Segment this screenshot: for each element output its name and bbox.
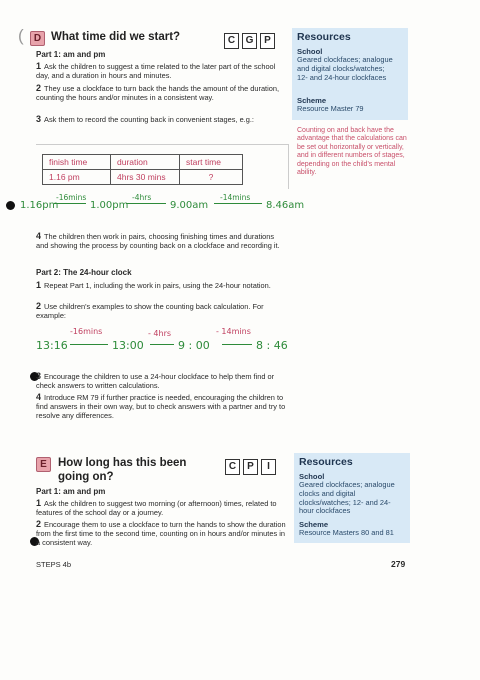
code-box: C [225,459,240,475]
counting-chain [36,327,296,353]
table-cell: 4hrs 30 mins [111,170,180,185]
chain-step: -16mins [56,193,87,202]
code-box: C [224,33,239,49]
resources-title: Resources [297,31,351,43]
chain-time: 9 : 00 [178,339,210,352]
chain-arrow [126,203,166,204]
instruction-item: 3 Ask them to record the counting back in convenient stages, e.g.: [36,114,254,124]
chain-step: - 14mins [216,327,251,336]
footer-label: STEPS 4b [36,560,72,569]
instruction-item: 1 Ask the children to suggest two morning (or afternoon) times, related to features of the school day or a journey. [36,498,277,518]
part-heading: Part 2: The 24-hour clock [36,268,132,277]
counting-chain [20,193,320,215]
code-boxes [222,456,276,475]
instruction-item: 3 Encourage the children to use a 24-hour clockface to help them find or check answers to written calculations. [36,371,275,391]
chain-time: 1.16pm [20,200,59,211]
chain-time: 13:16 [36,339,68,352]
code-box: P [260,33,275,49]
instruction-item: 4 The children then work in pairs, choosing finishing times and durations and showing the process by counting back on a clockface and recording it. [36,231,280,251]
code-box: G [242,33,257,49]
chain-time: 13:00 [112,339,144,352]
table-header: start time [180,155,243,170]
resources-scheme-heading: Scheme [299,520,329,529]
instruction-item: 1 Repeat Part 1, including the work in pairs, using the 24-hour notation. [36,280,271,290]
part-heading: Part 1: am and pm [36,50,106,59]
table-header: duration [111,155,180,170]
section-d-header [18,26,284,47]
code-box: P [243,459,258,475]
resources-scheme-heading: Scheme [297,96,327,105]
chain-arrow [54,203,86,204]
table-cell: ? [180,170,243,185]
table-header: finish time [43,155,111,170]
code-box: I [261,459,276,475]
resources-title: Resources [299,456,353,468]
section-badge: D [30,31,45,46]
resources-scheme-text: Resource Master 79 [297,104,364,113]
binder-hole [6,201,15,210]
section-e-header [36,455,286,487]
chain-step: -16mins [70,327,103,336]
instruction-item: 2 Encourage them to use a clockface to turn the hands to show the duration from the first time to the second time, counting on in hours and/or minutes in a consistent way. [36,519,286,548]
resources-box [294,453,410,543]
example-table [42,154,243,185]
page-bracket: ( [18,26,24,45]
resources-school-text: Geared clockfaces; analogue clocks and digital clocks/watches; 12- and 24-hour clockfaces [299,480,395,516]
chain-arrow [222,344,252,345]
chain-time: 8 : 46 [256,339,288,352]
chain-arrow [70,344,108,345]
chain-time: 8.46am [266,200,305,211]
instruction-item: 2 They use a clockface to turn back the hands the amount of the duration, counting the hours and/or minutes in a consistent way. [36,83,280,103]
margin-note: Counting on and back have the advantage that the calculations can be set out horizontally or vertically, and in different numbers of stages, depending on the child's mental ability. [297,127,407,177]
resources-school-heading: School [299,472,325,481]
resources-school-text: Geared clockfaces; analogue and digital clocks/watches; 12- and 24-hour clockfaces [297,55,393,82]
code-boxes [221,30,275,49]
section-title: What time did we start? [51,31,181,43]
part-heading: Part 1: am and pm [36,487,106,496]
section-title-line2: going on? [58,471,114,483]
chain-time: 9.00am [170,200,209,211]
instruction-item: 4 Introduce RM 79 if further practice is needed, encouraging the children to find answers in their own way, but to check answers with a partner and try to resolve any differences. [36,392,286,421]
instruction-item: 1 Ask the children to suggest a time related to the later part of the school day, and a duration in hours and minutes. [36,61,276,81]
resources-box [292,28,408,120]
chain-step: - 4hrs [148,329,172,338]
instruction-item: 2 Use children's examples to show the counting back calculation. For example: [36,301,264,321]
chain-time: 1.00pm [90,200,129,211]
chain-step: -4hrs [132,193,152,202]
chain-step: -14mins [220,193,251,202]
section-title: How long has this been [58,457,187,469]
chain-arrow [150,344,174,345]
table-cell: 1.16 pm [43,170,111,185]
resources-school-heading: School [297,47,323,56]
chain-arrow [214,203,262,204]
resources-scheme-text: Resource Masters 80 and 81 [299,528,394,537]
section-badge: E [36,457,51,472]
page-number: 279 [391,559,406,569]
